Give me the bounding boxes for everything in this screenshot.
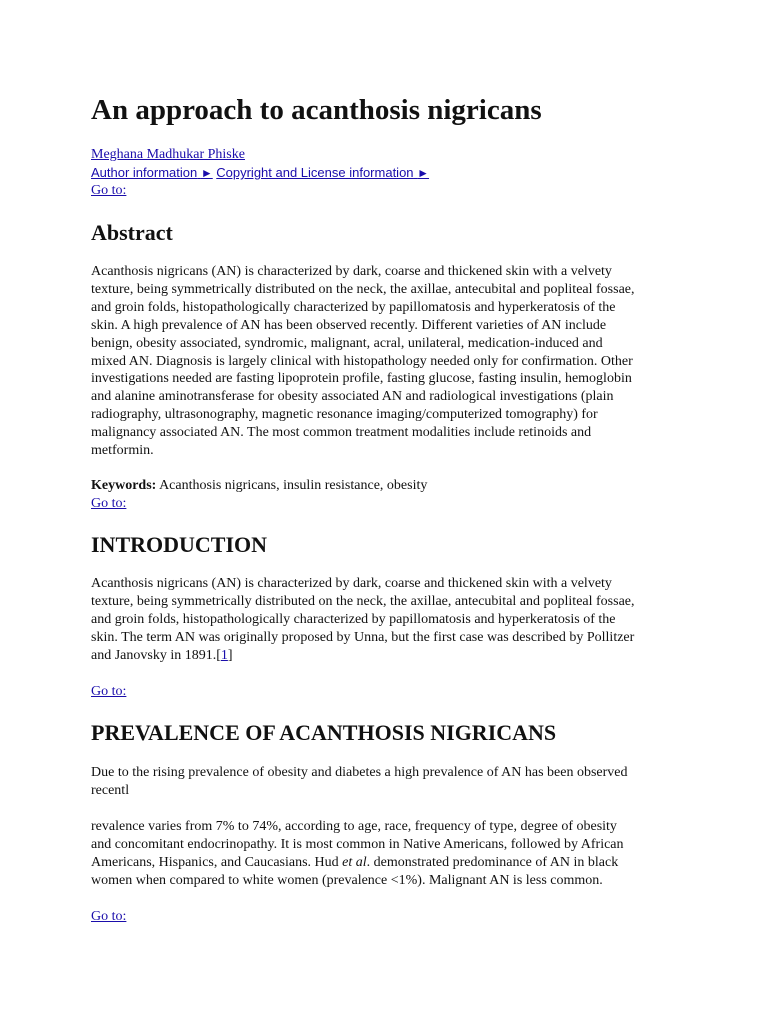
go-to-link[interactable]: Go to: [91,684,127,699]
prevalence-line-part: Americans, Hispanics, and Caucasians. Hud [91,854,343,870]
triangle-right-icon: ► [200,166,213,180]
prevalence-line: recentl [91,782,130,798]
abstract-line: and alanine aminotransferase for obesity associated AN and radiological investigations (plain [91,389,614,405]
prevalence-paragraph-2 [91,818,691,890]
abstract-heading: Abstract [91,220,173,245]
author-information-link[interactable] [91,165,213,180]
abstract-line: benign, obesity associated, syndromic, malignant, acral, unilateral, medication-induced and [91,335,603,351]
abstract-line: radiography, ultrasonography, magnetic resonance imaging/computerized tomography) for [91,407,598,423]
keywords-label: Keywords: [91,478,157,493]
introduction-line: texture, being symmetrically distributed on the neck, the axillae, antecubital and popliteal fossae, [91,593,635,609]
introduction-line: Acanthosis nigricans (AN) is characterized by dark, coarse and thickened skin with a velvety [91,576,612,591]
reference-1-link[interactable]: 1 [220,647,228,663]
abstract-line: investigations needed are fasting lipoprotein profile, fasting glucose, fasting insulin, hemoglobin [91,371,632,387]
prevalence-paragraph-1 [91,764,691,800]
author-line [91,146,245,164]
abstract-line: and groin folds, histopathologically characterized by papillomatosis and hyperkeratosis of the [91,299,616,315]
info-links [91,164,429,183]
go-to-link[interactable]: Go to: [91,909,127,924]
keywords-line [91,477,691,513]
prevalence-line: and concomitant endocrinopathy. It is most common in Native Americans, followed by African [91,836,624,852]
triangle-right-icon: ► [417,166,430,180]
prevalence-heading: PREVALENCE OF ACANTHOSIS NIGRICANS [91,720,557,745]
author-information-label: Author information [91,165,198,180]
go-to-link[interactable]: Go to: [91,495,127,511]
article-title: An approach to acanthosis nigricans [91,94,542,126]
prevalence-line: revalence varies from 7% to 74%, according to age, race, frequency of type, degree of obesity [91,819,617,834]
goto-1 [91,182,126,200]
et-al-text: et al [342,854,367,870]
goto-3 [91,683,126,701]
introduction-heading: INTRODUCTION [91,532,268,557]
bracket-close: ] [227,647,233,663]
goto-4 [91,908,126,926]
introduction-line: and groin folds, histopathologically characterized by papillomatosis and hyperkeratosis of the [91,611,616,627]
copyright-license-link[interactable] [216,165,429,180]
prevalence-line: Due to the rising prevalence of obesity and diabetes a high prevalence of AN has been observed [91,765,628,780]
abstract-line: mixed AN. Diagnosis is largely clinical with histopathology needed only for confirmation. Other [91,353,633,369]
introduction-line: and Janovsky in 1891.[ [91,647,221,663]
keywords-text: Acanthosis nigricans, insulin resistance, obesity [159,478,428,493]
author-link[interactable]: Meghana Madhukar Phiske [91,147,245,162]
prevalence-line: women when compared to white women (prevalence <1%). Malignant AN is less common. [91,872,603,888]
abstract-line: Acanthosis nigricans (AN) is characterized by dark, coarse and thickened skin with a velvety [91,264,612,279]
introduction-line: skin. The term AN was originally proposed by Unna, but the first case was described by Pollitzer [91,629,635,645]
prevalence-line-part: . demonstrated predominance of AN in black [366,854,619,870]
abstract-line: texture, being symmetrically distributed on the neck, the axillae, antecubital and popliteal fossae, [91,281,635,297]
abstract-line: malignancy associated AN. The most common treatment modalities include retinoids and [91,425,592,441]
copyright-license-label: Copyright and License information [216,165,414,180]
abstract-line: metformin. [91,443,154,459]
introduction-paragraph [91,575,691,665]
abstract-line: skin. A high prevalence of AN has been observed recently. Different varieties of AN include [91,317,607,333]
go-to-link[interactable]: Go to: [91,183,127,198]
abstract-paragraph [91,263,691,460]
